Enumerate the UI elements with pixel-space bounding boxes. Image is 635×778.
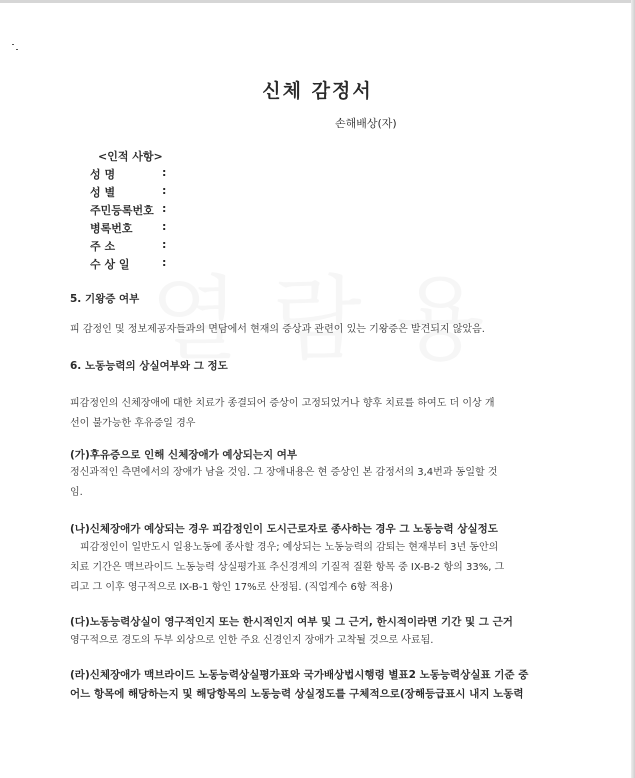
section-5-body: 피 감정인 및 정보제공자들과의 면담에서 현재의 증상과 관련이 있는 기왕증은 발견되지 않았음. — [70, 324, 485, 335]
scan-speck — [12, 44, 14, 45]
scan-edge-right — [631, 0, 635, 778]
info-label-address: 주 소 — [90, 240, 116, 253]
sub-na-body-line: 피감정인이 일반도시 일용노동에 종사할 경우; 예상되는 노동능력의 감퇴는 현재부터 3년 동안의 — [80, 542, 499, 553]
sub-ra-heading-line: 어느 항목에 해당하는지 및 해당항목의 노동능력 상실정도를 구체적으로(장해등급표시 내지 노동력 — [70, 688, 524, 700]
scan-edge-top — [0, 0, 635, 3]
info-label-record-number: 병록번호 — [90, 222, 133, 235]
info-label-resident-number: 주민등록번호 — [90, 204, 154, 217]
scan-speck — [16, 49, 18, 50]
sub-na-body-line: 리고 그 이후 영구적으로 IX-B-1 항인 17%로 산정됨. (직업계수 6항 적용) — [70, 582, 393, 593]
sub-ga-body-line: 정신과적인 측면에서의 장애가 남을 것임. 그 장애내용은 현 증상인 본 감정서의 3,4번과 동일할 것 — [70, 467, 498, 478]
section-5-heading: 5. 기왕증 여부 — [70, 293, 140, 305]
info-label-sex: 성 별 — [90, 186, 116, 199]
sub-ga-body-line: 임. — [70, 487, 83, 498]
info-colon: : — [162, 220, 167, 233]
sub-na-body-line: 치료 기간은 맥브라이드 노동능력 상실평가표 추신경계의 기질적 질환 항목 중 IX-B-2 항의 33%, 그 — [70, 562, 505, 573]
info-colon: : — [162, 238, 167, 251]
info-label-name: 성 명 — [90, 168, 116, 181]
personal-info-heading: <인적 사항> — [98, 150, 163, 163]
section-6-body-line: 피감정인의 신체장애에 대한 치료가 종결되어 증상이 고정되었거나 향후 치료를 하여도 더 이상 개 — [70, 398, 495, 409]
info-colon: : — [162, 166, 167, 179]
info-colon: : — [162, 256, 167, 269]
sub-da-body: 영구적으로 경도의 두부 외상으로 인한 주요 신경인지 장애가 고착될 것으로 사료됨. — [70, 635, 434, 646]
document-subtitle: 손해배상(자) — [335, 117, 397, 130]
sub-ga-heading: (가)후유증으로 인해 신체장애가 예상되는지 여부 — [70, 449, 298, 461]
info-label-injury-date: 수 상 일 — [90, 258, 130, 271]
section-6-body-line: 선이 불가능한 후유증일 경우 — [70, 418, 196, 429]
info-colon: : — [162, 202, 167, 215]
document-title: 신체 감정서 — [262, 80, 373, 102]
section-6-heading: 6. 노동능력의 상실여부와 그 정도 — [70, 360, 228, 372]
sub-ra-heading-line: (라)신체장애가 맥브라이드 노동능력상실평가표와 국가배상법시행령 별표2 노동능력상실표 기준 중 — [70, 669, 529, 681]
info-colon: : — [162, 184, 167, 197]
sub-da-heading: (다)노동능력상실이 영구적인지 또는 한시적인지 여부 및 그 근거, 한시적이라면 기간 및 그 근거 — [70, 616, 513, 628]
sub-na-heading: (나)신체장애가 예상되는 경우 피감정인이 도시근로자로 종사하는 경우 그 노동능력 상실정도 — [70, 523, 498, 535]
